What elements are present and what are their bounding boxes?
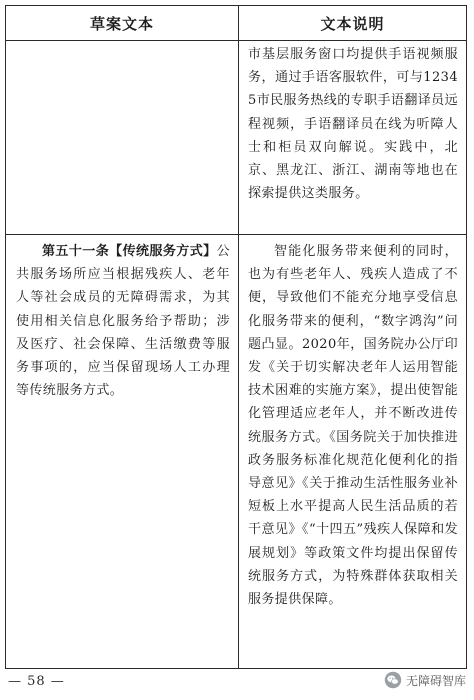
watermark-text: 无障碍智库 — [405, 673, 466, 688]
watermark — [384, 671, 466, 689]
article-51-body: 公共服务场所应当根据残疾人、老年人等社会成员的无障碍需求，为其使用相关信息化服务给予帮助；涉及医疗、社会保障、生活缴费等服务事项的，应当保留现场人工办理等传统服务方式。 — [16, 244, 230, 399]
row1-explanation: 市基层服务窗口均提供手语视频服务，通过手语客服软件，可与12345市民服务热线的专职手语翻译员远程视频，手语翻译员在线为听障人士和柜员双向解说。实践中，北京、黑龙江、浙江、湖南等地也在探索提供这类服务。 — [248, 47, 458, 202]
column-divider — [238, 6, 239, 668]
wechat-icon — [384, 671, 402, 689]
article-51-explanation: 智能化服务带来便利的同时，也为有些老年人、残疾人造成了不便，导致他们不能充分地享受信息化服务带来的便利，“数字鸿沟”问题凸显。2020年，国务院办公厅印发《关于切实解决老年人运用智能技术困难的实施方案》，提出使智能化管理适应老年人，并不断改进传统服务方式。《国务院关于加快推进政务服务标准化规范化便利化的指导意见》《关于推动生活性服务业补短板上水平提高人民生活品质的若干意见》《“十四五”残疾人保障和发展规划》等政策文件均提出保留传统服务方式，为特殊群体获取相关服务提供保障。 — [248, 244, 458, 608]
header-draft-text: 草案文本 — [89, 14, 154, 33]
row-divider — [6, 234, 466, 235]
article-51-title: 第五十一条【传统服务方式】 — [42, 244, 217, 259]
header-divider — [6, 40, 466, 41]
article-51-cell — [16, 240, 230, 402]
page-number: — 58 — — [8, 674, 65, 689]
document-table — [5, 5, 467, 669]
header-text-explanation: 文本说明 — [320, 14, 385, 33]
